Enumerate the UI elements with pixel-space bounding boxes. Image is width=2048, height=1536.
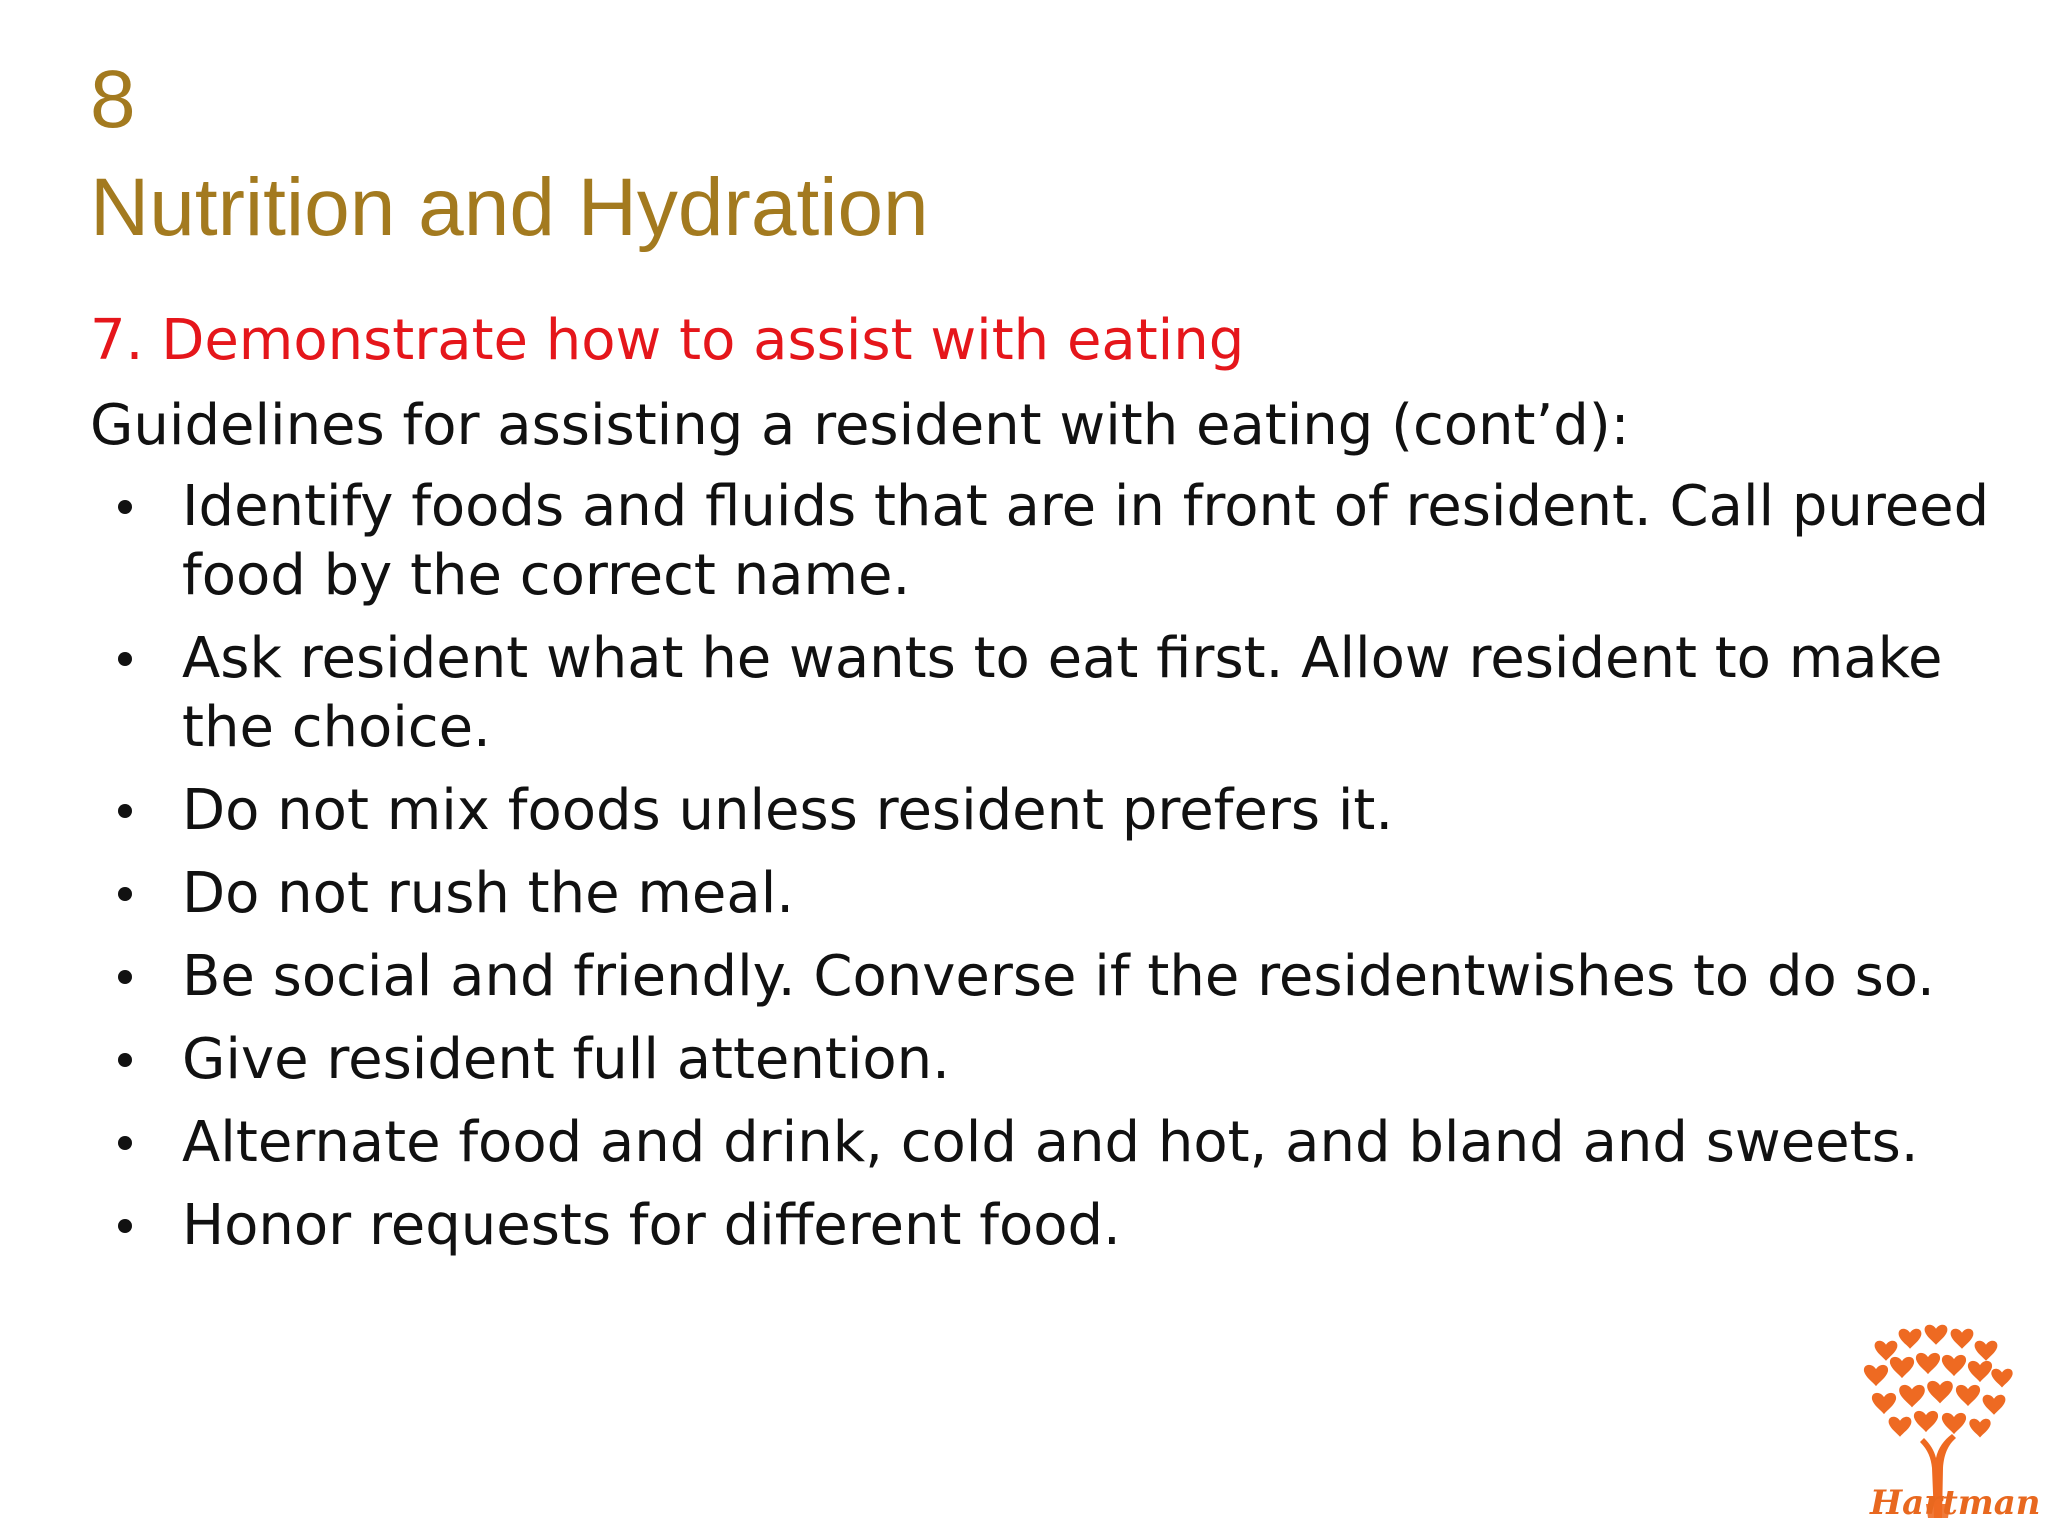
hartman-logo-text: Hartman	[1870, 1483, 2041, 1523]
guideline-item	[90, 1191, 2010, 1260]
bullet-dot-icon	[118, 652, 132, 666]
guideline-text: Identify foods and fluids that are in front of resident. Call pureed food by the correct name.	[182, 474, 1990, 608]
guideline-item	[90, 859, 2010, 928]
guideline-item	[90, 776, 2010, 845]
guideline-item	[90, 1025, 2010, 1094]
bullet-dot-icon	[118, 804, 132, 818]
bullet-dot-icon	[118, 970, 132, 984]
bullet-dot-icon	[118, 1219, 132, 1233]
bullet-dot-icon	[118, 887, 132, 901]
chapter-title: Nutrition and Hydration	[90, 162, 929, 253]
guideline-item	[90, 942, 2010, 1011]
bullet-dot-icon	[118, 1136, 132, 1150]
guidelines-intro: Guidelines for assisting a resident with eating (cont’d):	[90, 393, 1630, 458]
guideline-text: Do not mix foods unless resident prefers it.	[182, 778, 1394, 843]
guideline-item	[90, 624, 2010, 762]
guideline-text: Honor requests for different food.	[182, 1193, 1121, 1258]
guideline-text: Alternate food and drink, cold and hot, and bland and sweets.	[182, 1110, 1919, 1175]
chapter-number: 8	[90, 54, 136, 145]
guideline-text: Be social and friendly. Converse if the residentwishes to do so.	[182, 944, 1935, 1009]
learning-objective: 7. Demonstrate how to assist with eating	[90, 308, 1245, 373]
guideline-text: Ask resident what he wants to eat first. Allow resident to make the choice.	[182, 626, 1943, 760]
guideline-item	[90, 472, 2010, 610]
guideline-item	[90, 1108, 2010, 1177]
guidelines-list	[90, 472, 2010, 1274]
bullet-dot-icon	[118, 500, 132, 514]
bullet-dot-icon	[118, 1053, 132, 1067]
guideline-text: Do not rush the meal.	[182, 861, 795, 926]
guideline-text: Give resident full attention.	[182, 1027, 950, 1092]
